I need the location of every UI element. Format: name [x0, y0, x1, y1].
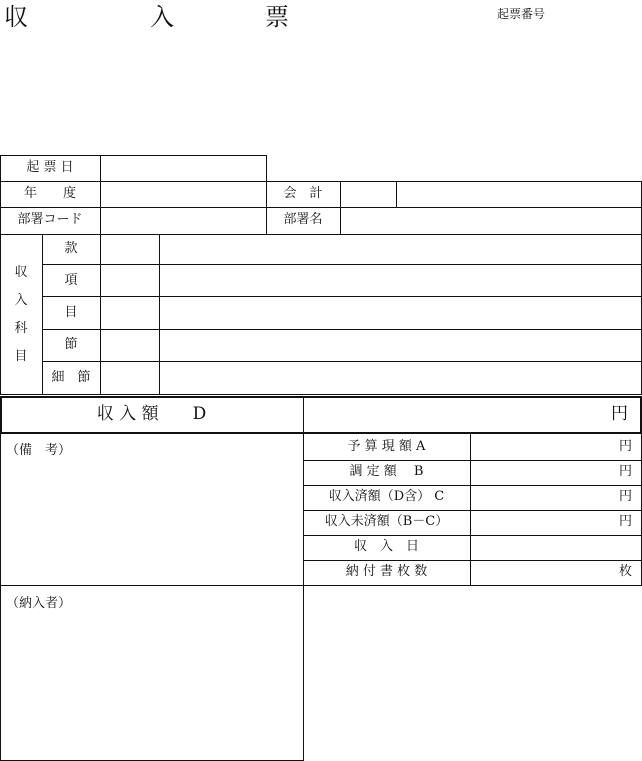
summary-label-receipt-date: 収 入 日	[353, 539, 419, 554]
grid-line	[303, 535, 642, 536]
setsu-label: 節	[64, 337, 78, 352]
grid-line	[303, 434, 304, 761]
grid-line	[303, 396, 304, 434]
grid-line	[42, 329, 642, 330]
revenue-item-label-2: 入	[14, 293, 28, 308]
department-code-label: 部署コード	[17, 212, 83, 227]
title-char-1: 収	[4, 3, 28, 31]
grid-line	[100, 155, 101, 394]
grid-line	[0, 396, 642, 398]
summary-label-received: 収入済額（D含） C	[328, 489, 445, 504]
grid-line	[303, 460, 642, 461]
revenue-item-label-3: 科	[14, 321, 28, 336]
grid-line	[303, 585, 642, 586]
summary-label-budget: 予 算 現 額 A	[347, 439, 426, 454]
summary-unit-unreceived: 円	[618, 514, 632, 529]
summary-label-payment-slips: 納 付 書 枚 数	[345, 564, 428, 579]
summary-unit-payment-slips: 枚	[618, 564, 632, 579]
serial-number-label: 起票番号	[497, 7, 546, 21]
grid-line	[396, 181, 397, 207]
remarks-label: （備 考）	[6, 443, 72, 458]
revenue-item-label-1: 収	[14, 265, 28, 280]
grid-line	[303, 510, 642, 511]
grid-line	[303, 485, 642, 486]
summary-label-unreceived: 収入未済額（B－C）	[324, 514, 449, 529]
department-name-label: 部署名	[283, 212, 323, 227]
title-char-3: 票	[265, 3, 289, 31]
grid-line	[42, 361, 642, 362]
revenue-amount-label: 収 入 額 D	[96, 404, 207, 424]
grid-line	[42, 264, 642, 265]
revenue-amount-unit: 円	[611, 404, 628, 424]
grid-line	[340, 181, 341, 234]
kou-label: 項	[64, 273, 78, 288]
grid-line	[0, 155, 267, 156]
grid-line	[0, 432, 642, 434]
fiscal-year-label: 年 度	[23, 186, 76, 201]
summary-unit-budget: 円	[618, 439, 632, 454]
grid-line	[0, 207, 642, 208]
payer-label: （納入者）	[6, 596, 72, 611]
moku-label: 目	[64, 305, 78, 320]
grid-line	[0, 394, 642, 395]
grid-line	[303, 560, 642, 561]
kan-label: 款	[64, 241, 78, 256]
saisetsu-label: 細 節	[51, 370, 91, 385]
summary-label-assessed: 調 定 額 B	[349, 464, 424, 479]
grid-line	[159, 234, 160, 394]
summary-unit-assessed: 円	[618, 464, 632, 479]
title-char-2: 入	[150, 3, 174, 31]
issue-date-label: 起 票 日	[26, 160, 74, 175]
account-label: 会 計	[283, 186, 323, 201]
grid-line	[0, 234, 642, 235]
grid-line	[0, 585, 304, 586]
grid-line	[0, 434, 1, 761]
revenue-item-label-4: 目	[14, 349, 28, 364]
summary-unit-received: 円	[618, 489, 632, 504]
grid-line	[0, 181, 642, 182]
grid-line	[42, 296, 642, 297]
